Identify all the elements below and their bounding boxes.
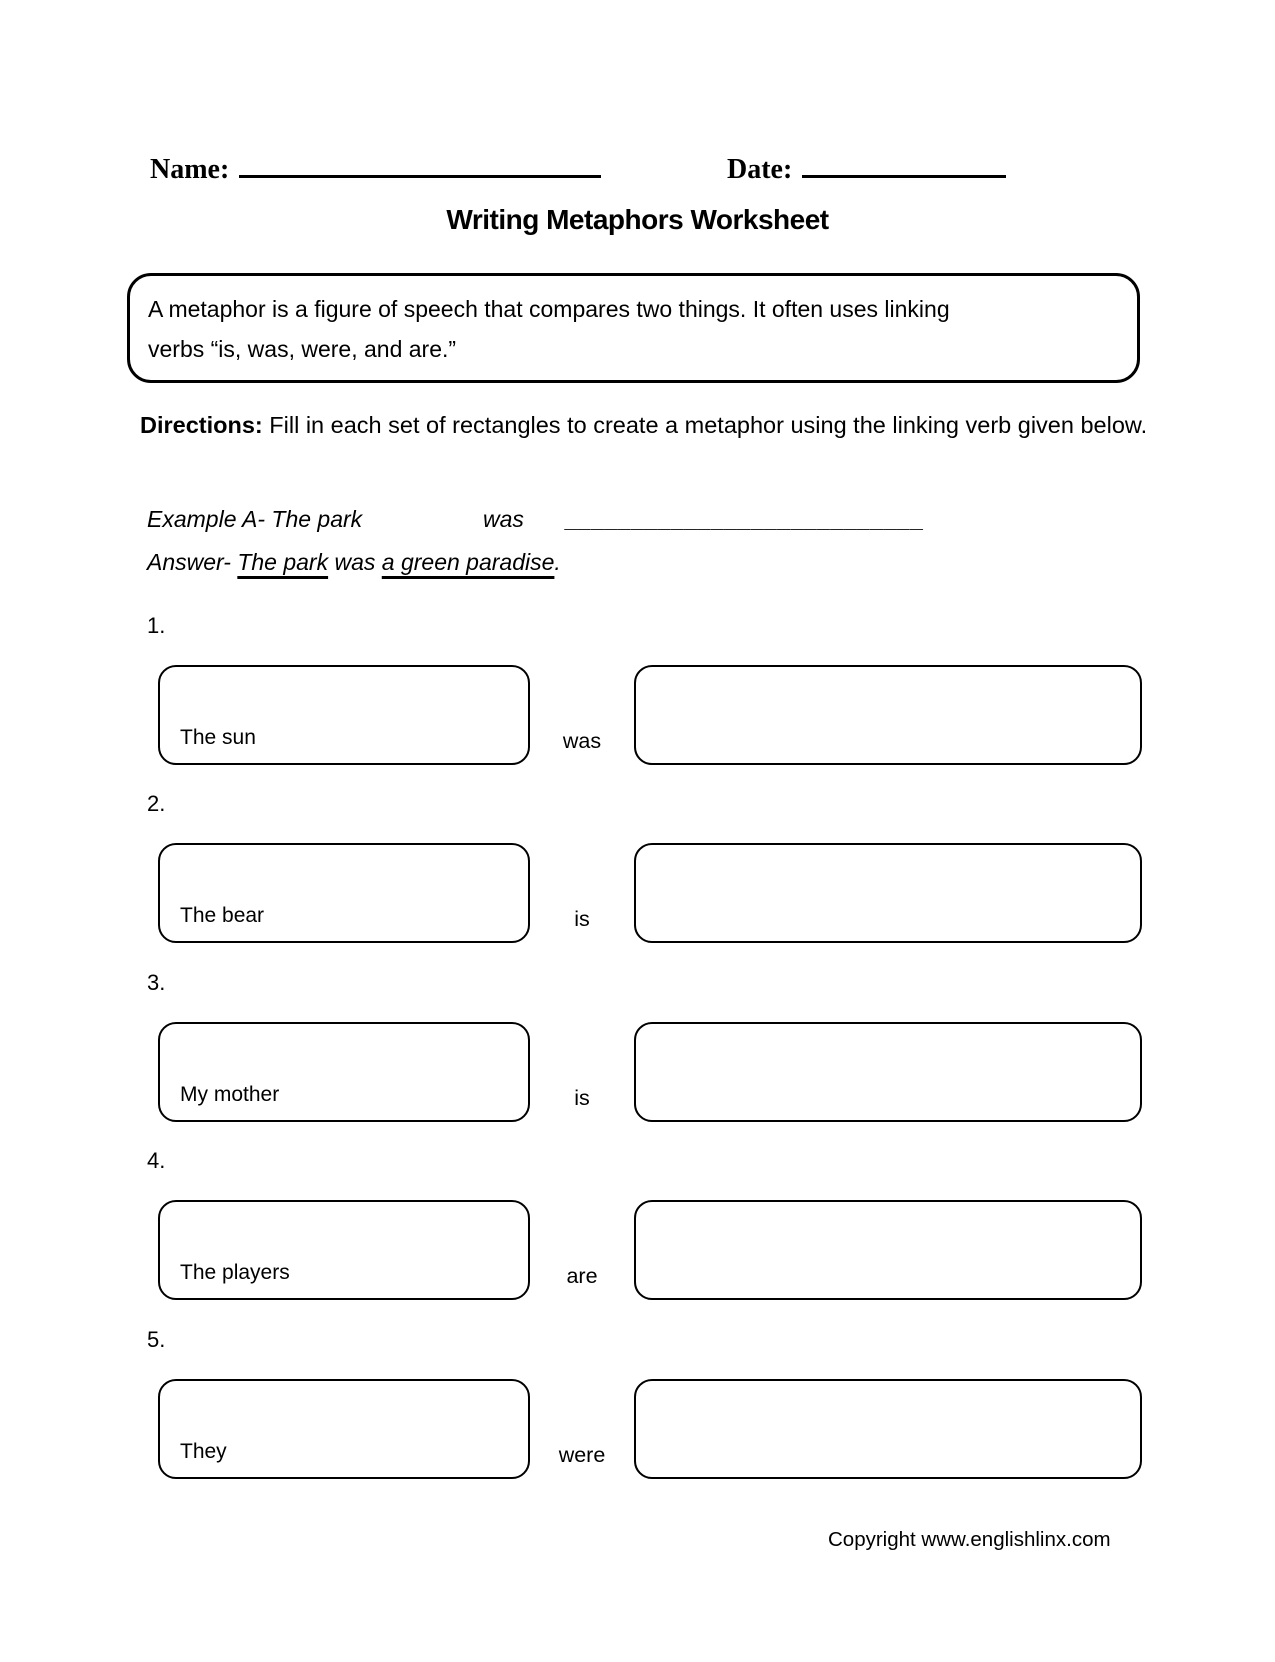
date-row — [727, 146, 1006, 186]
answer-subject: The park — [237, 549, 329, 575]
example-prefix: Example A- The park — [147, 506, 363, 532]
subject-box — [158, 1200, 530, 1300]
subject-label: The sun — [180, 726, 256, 749]
answer-label: Answer- — [147, 549, 238, 575]
directions-body: Fill in each set of rectangles to create a metaphor using the linking verb given below. — [262, 412, 1148, 438]
date-label: Date: — [727, 154, 793, 185]
linking-verb: were — [558, 1443, 606, 1467]
answer-mid: was — [328, 549, 382, 575]
name-row — [150, 146, 601, 186]
linking-verb: is — [574, 907, 590, 931]
copyright-text: Copyright www.englishlinx.com — [828, 1528, 1111, 1551]
item-row-5 — [0, 1327, 1275, 1479]
answer-box[interactable] — [634, 843, 1142, 943]
answer-predicate: a green paradise — [381, 549, 555, 575]
directions-label: Directions: — [140, 412, 263, 438]
definition-box — [127, 273, 1140, 383]
linking-verb: are — [566, 1264, 598, 1288]
linking-verb: was — [562, 729, 602, 753]
definition-line-1: A metaphor is a figure of speech that compares two things. It often uses linking — [148, 296, 950, 322]
answer-line — [147, 549, 561, 576]
answer-period: . — [554, 549, 561, 575]
page-title: Writing Metaphors Worksheet — [446, 204, 829, 235]
subject-box — [158, 843, 530, 943]
directions-text — [140, 404, 1155, 446]
subject-label: They — [180, 1440, 227, 1463]
subject-box — [158, 1022, 530, 1122]
example-verb: was — [483, 506, 524, 532]
name-blank-line[interactable] — [239, 146, 601, 178]
example-blank-line[interactable]: ___________________________ — [566, 506, 925, 532]
item-row-1 — [0, 613, 1275, 765]
item-row-3 — [0, 970, 1275, 1122]
item-number: 4. — [147, 1148, 166, 1173]
answer-box[interactable] — [634, 1200, 1142, 1300]
answer-box[interactable] — [634, 1022, 1142, 1122]
item-row-2 — [0, 791, 1275, 943]
item-number: 3. — [147, 970, 166, 995]
item-row-4 — [0, 1148, 1275, 1300]
date-blank-line[interactable] — [802, 146, 1006, 178]
answer-box[interactable] — [634, 1379, 1142, 1479]
item-number: 2. — [147, 791, 166, 816]
definition-line-2: verbs “is, was, were, and are.” — [148, 336, 457, 362]
subject-label: The players — [180, 1261, 290, 1284]
item-number: 5. — [147, 1327, 166, 1352]
answer-box[interactable] — [634, 665, 1142, 765]
example-line — [0, 506, 1275, 542]
subject-label: The bear — [180, 904, 265, 927]
subject-box — [158, 665, 530, 765]
subject-box — [158, 1379, 530, 1479]
item-number: 1. — [147, 613, 166, 638]
linking-verb: is — [574, 1086, 590, 1110]
subject-label: My mother — [180, 1083, 280, 1106]
name-label: Name: — [150, 154, 230, 185]
